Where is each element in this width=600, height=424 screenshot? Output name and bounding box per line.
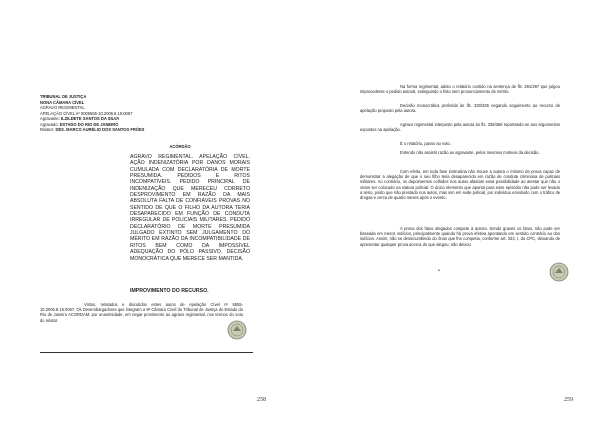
court-seal-icon <box>227 320 247 340</box>
court-seal-icon <box>549 262 569 282</box>
paragraph-7: A prova dos fatos alegados compete à autora. Sendo graves os fatos, não pode ser baseada em meros indícios, principalmente quando há prova efetiva apontando em sentido contrário ao dos indícios. Assim, não se desincumbindo do ônus que lhe competia, conforme art. 333, I, do CPC, deixando de apresentar qualquer prova acerca do que alegou, não deixou <box>360 226 560 247</box>
case-number: APELAÇÃO CÍVEL nº 0006555-10.2006.8.19.0067 <box>40 110 133 116</box>
page-number-left: 258 <box>257 397 266 403</box>
agravado-name: ESTADO DO RIO DE JANEIRO <box>59 121 119 127</box>
agravante-line <box>40 116 119 121</box>
paragraph-1: Na forma regimental, adoto o relatório contido na sentença de fls. 291/297 que julgou improcedente o pedido autoral, extinguindo o feito sem pronunciamento de mérito. <box>360 84 560 95</box>
paragraph-3: Agravo regimental interposto pela autora às fls. 338/356 reportando-se aos argumentos expostos na apelação. <box>360 122 560 133</box>
appeal-type: AGRAVO REGIMENTAL <box>40 105 85 110</box>
agravado-line <box>40 122 118 127</box>
paragraph-4: É o relatório, passo ao voto. <box>400 141 451 146</box>
page-divider-line <box>40 352 253 353</box>
agravante-label: Agravante: <box>40 116 61 121</box>
relator-line <box>40 127 144 132</box>
ementa-text: AGRAVO REGIMENTAL. APELAÇÃO CÍVEL. AÇÃO INDENIZATÓRIA POR DANOS MORAIS CUMULADA COM DECLARATÓRIA DE MORTE PRESUMIDA. PEDIDOS E RITOS INCOMPATÍVEIS. PEDIDO PRINCIPAL DE INDENIZAÇÃO QUE MERECEU CORRETO DESPROVIMENTO EM RAZÃO DA MAIS ABSOLUTA FALTA DE CONFIÁVEIS PROVAS NO SENTIDO DE QUE O FILHO DA AUTORA TERIA DESAPARECIDO EM FUNÇÃO DE CONDUTA IRREGULAR DE POLICIAIS MILITARES. PEDIDO DECLARATÓRIO DE MORTE PRESUMIDA JULGADO EXTINTO SEM JULGAMENTO DO MÉRITO EM RAZÃO DA INCOMPATIBILIDADE DE RITOS BEM COMO DA IMPOSSÍVEL ADEQUAÇÃO DO PÓLO PASSIVO. DECISÃO MONOCRÁTICA QUE MERECE SER MANTIDA. <box>130 154 250 262</box>
court-name: TRIBUNAL DE JUSTIÇA <box>40 94 87 99</box>
page-number-right: 259 <box>564 397 573 403</box>
page-footer-mark: • <box>438 268 440 274</box>
right-page <box>300 0 600 424</box>
relator-name: DES. MARCO AURÉLIO DOS SANTOS FRÓES <box>55 127 145 132</box>
decision-body: Vistos, relatados e discutidos estes autos de Apelação Cível nº 6555-10.2006.8.19.0067. Os Desembargadores que integram a 9ª Câmara Cível do Tribunal de Justiça do Estado do Rio de Janeiro ACORDAM, por unanimidade, em negar provimento ao agravo regimental, nos termos do voto do relator. <box>40 302 243 323</box>
relator-label: Relator: <box>40 127 56 132</box>
paragraph-6: Com efeito, em toda fase instrutória não trouxe a autora o mínimo de prova capaz de demonstrar a alegação de que o seu filho teria desaparecido em razão de conduta criminosa de policiais militares. Ao contrário, os depoimentos colhidos nos autos afastam essa possibilidade ao atestar que não o viram ser colocado na viatura policial. O único elemento que aponta para esse episódio não pode ser levado a sério, posto que não prestado nos autos, mas sim em sede policial, por indivíduo envolvido com o tráfico de drogas e cerca de quatro meses após o evento. <box>360 169 560 201</box>
ementa-conclusion: IMPROVIMENTO DO RECURSO. <box>130 288 209 294</box>
agravado-label: Agravado: <box>40 121 60 127</box>
chamber-name: NONA CÂMARA CÍVEL <box>40 99 85 105</box>
paragraph-5: Entendo não assistir razão ao agravante, pelos mesmos motivos da decisão. <box>400 150 540 155</box>
paragraph-2: Decisão monocrática proferida às fls. 330/335 negando seguimento ao recurso de apelação proposto pela autora. <box>360 103 560 114</box>
agravante-name: ILZILDETE SANTOS DA SILVA <box>60 116 120 121</box>
acordao-title: ACÓRDÃO <box>169 144 191 149</box>
